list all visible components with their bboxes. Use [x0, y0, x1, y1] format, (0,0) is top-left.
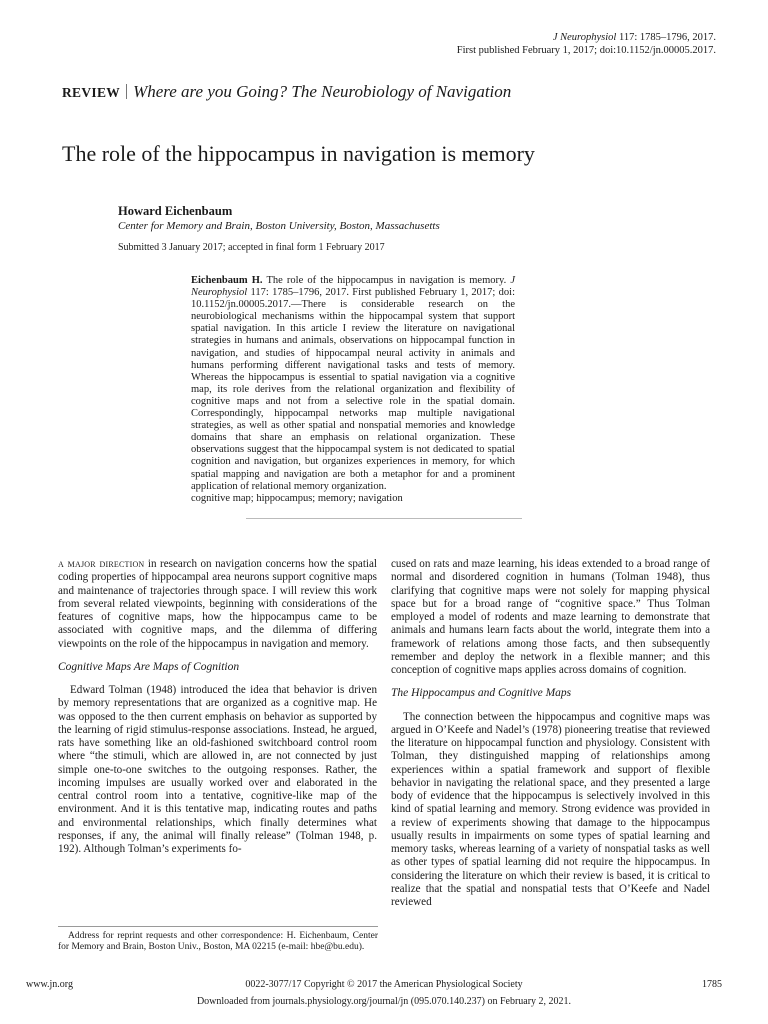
left-column — [58, 558, 377, 856]
journal-name: J Neurophysiol — [552, 32, 617, 43]
abstract-journal: J Neurophysiol — [191, 275, 516, 299]
abstract — [191, 275, 515, 493]
abstract-author: Eichenbaum H. — [191, 275, 263, 286]
journal-reference — [457, 31, 716, 57]
copyright-line: 0022-3077/17 Copyright © 2017 the American Physiological Society — [245, 979, 523, 990]
correspondence-footnote — [58, 931, 378, 954]
author-name: Howard Eichenbaum — [118, 204, 233, 218]
download-notice: Downloaded from journals.physiology.org/journal/jn (095.070.140.237) on February 2, 2021. — [196, 996, 572, 1007]
section-heading-hippocampus: The Hippocampus and Cognitive Maps — [391, 687, 572, 700]
lead-in: a major direction — [58, 558, 145, 570]
body-paragraph-continued: cused on rats and maze learning, his ideas extended to a broad range of normal and disordered cognition in humans (Tolman 1948), thus clarifying that cognitive maps were not solely for mapping physical space but for a broad range of “cognitive space.” Thus Tolman employed a model of rodents and maze learning to demonstrate that animals and humans learn facts about the world, integrate them into a framework of relations among those facts, and then subsequently remember and deploy the network in a flexible manner; and this conception of cognitive maps applies across domains of cognition. — [391, 558, 710, 676]
intro-text: in research on navigation concerns how the spatial coding properties of hippocampal area neurons support cognitive maps and maintenance of trajectories through space. I will review this work from several related viewpoints, beginning with considerations of the features of cognitive maps, how the hippocampus came to be associated with cognitive maps, and the dilemma of differing viewpoints on the role of the hippocampus in navigation and memory. — [58, 558, 378, 650]
abstract-title-ref: The role of the hippocampus in navigation is memory. — [262, 275, 511, 286]
abstract-body: 117: 1785–1796, 2017. First published February 1, 2017; doi: 10.1152/jn.00005.2017.—There is considerable research on the neurobiological mechanisms within the hippocampal system that support spatial navigation. In this article I review the literature on navigational strategies in humans and animals, observations on hippocampal function in navigation, and studies of hippocampal neural activity in animals and humans performing different navigational tasks and tests of memory. Whereas the hippocampus is essential to spatial navigation via a cognitive map, its role derives from the relational organization and flexibility of cognitive maps and not from a selective role in the spatial domain. Correspondingly, hippocampal networks map multiple navigational strategies, as well as other spatial and nonspatial memories and knowledge domains that share an emphasis on relational organization. These observations suggest that the hippocampal system is not dedicated to spatial cognition and navigation, but organizes experiences in memory, for which spatial mapping and navigation are both a metaphor for and a prominent application of relational memory organization. — [191, 287, 515, 492]
body-paragraph: Edward Tolman (1948) introduced the idea that behavior is driven by memory representations that are organized as a cognitive map. He was opposed to the then current emphasis on behavior as supported by the learning of rigid stimulus-response associations. Instead, he argued, rats have something like an old-fashioned switchboard control room where “the stimuli, which are allowed in, are not connected by just simple one-to-one switches to the outgoing responses. Rather, the incoming impulses are usually worked over and elaborated in the central control room into a tentative, cognitive-like map of the environment. And it is this tentative map, indicating routes and paths and environmental relationships, which finally determines what responses, if any, the animal will finally release” (Tolman 1948, p. 192). Although Tolman’s experiments fo- — [58, 684, 377, 855]
series-heading — [62, 82, 511, 102]
right-column — [391, 558, 710, 909]
journal-url: www.jn.org — [26, 979, 73, 990]
page-number: 1785 — [702, 979, 722, 990]
body-paragraph: The connection between the hippocampus and cognitive maps was argued in O’Keefe and Nadel’s (1978) pioneering treatise that reviewed the literature on hippocampal function and physiology. Consistent with Tolman, they distinguished mapping of relationships among experiences within a spatial framework and support of flexible behavior in navigating the relational space, and they presented a large body of evidence that the hippocampus is selectively involved in this kind of spatial learning and memory. Strong evidence was provided in a review of experiments showing that damage to the hippocampus usually results in impairments on some types of spatial learning and memory tasks, whereas learning of a variety of nonspatial tasks as well as other types of spatial learning did not require the hippocampus. In considering the literature on which their review is based, it is critical to realize that the spatial and nonspatial tests that O’Keefe and Nadel reviewed — [391, 710, 710, 908]
citation-line — [457, 31, 716, 44]
series-theme: Where are you Going? The Neurobiology of Navigation — [133, 82, 512, 101]
series-divider — [126, 84, 127, 99]
abstract-divider — [246, 518, 522, 519]
author-affiliation: Center for Memory and Brain, Boston University, Boston, Massachusetts — [118, 220, 440, 232]
footnote-divider — [58, 926, 378, 927]
volume-pages: 117: 1785–1796, 2017. — [616, 32, 716, 43]
article-title: The role of the hippocampus in navigation is memory — [62, 141, 535, 166]
intro-paragraph — [58, 558, 377, 651]
keywords: cognitive map; hippocampus; memory; navigation — [191, 493, 403, 504]
article-type: REVIEW — [62, 85, 121, 100]
submission-dates: Submitted 3 January 2017; accepted in final form 1 February 2017 — [118, 242, 385, 253]
publication-doi: First published February 1, 2017; doi:10.1152/jn.00005.2017. — [456, 45, 716, 56]
footnote-text: Address for reprint requests and other correspondence: H. Eichenbaum, Center for Memory and Brain, Boston Univ., Boston, MA 02215 (e-mail: hbe@bu.edu). — [58, 931, 378, 953]
section-heading-cognitive-maps: Cognitive Maps Are Maps of Cognition — [58, 660, 240, 673]
